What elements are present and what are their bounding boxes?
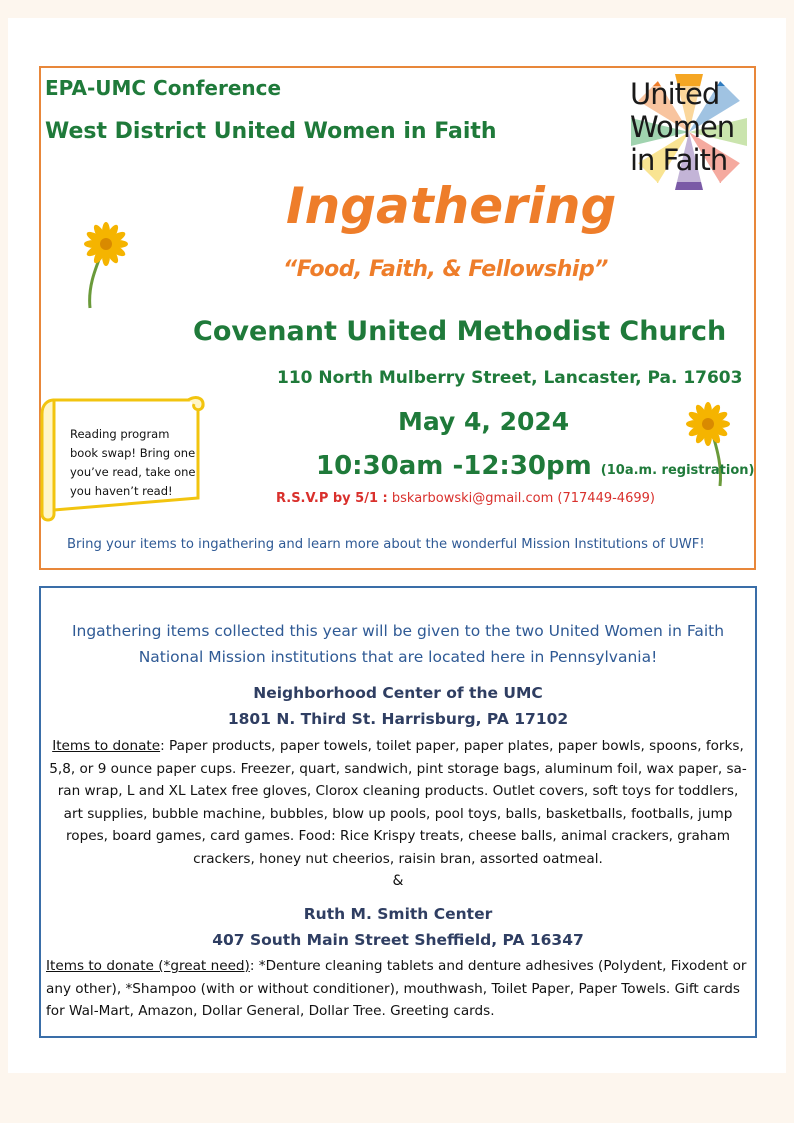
center1-address: 1801 N. Third St. Harrisburg, PA 17102 bbox=[227, 710, 569, 728]
rsvp-line bbox=[276, 491, 655, 506]
ampersand: & bbox=[392, 873, 404, 889]
book-swap-note: Reading program book swap! Bring one you’ve read, take one you haven’t read! bbox=[70, 427, 196, 498]
event-time: 10:30am -12:30pm (10a.m. registration) bbox=[316, 451, 755, 481]
registration-time: (10a.m. registration) bbox=[600, 463, 755, 478]
center2-donate-label: Items to donate (*great need) bbox=[46, 958, 250, 974]
center2-name: Ruth M. Smith Center bbox=[303, 905, 493, 923]
center2-heading bbox=[39, 901, 757, 953]
uwf-logo-text: United Women in Faith bbox=[630, 77, 735, 177]
center1-donation-list: Items to donate: Paper products, paper towels, toilet paper, paper plates, paper bowls, spoons, forks, 5,8, or 9 ounce paper cups. Freezer, quart, sandwich, pint storage bags, aluminum foil, wax paper, sa- ran wrap, L and XL Latex free gloves, Clorox cleaning products. Outlet covers, soft toys for toddlers, art supplies, bubble machine, bubbles, blow up pools, pool toys, balls, basketballs, footballs, jump ropes, board games, card games. Food: Rice Krispy treats, cheese balls, animal crackers, graham crackers, honey nut cheerios, raisin bran, assorted oatmeal. bbox=[49, 738, 747, 867]
church-address: 110 North Mulberry Street, Lancaster, Pa. 17603 bbox=[277, 368, 743, 388]
center1-heading bbox=[39, 680, 757, 732]
event-title: Ingathering bbox=[286, 177, 617, 235]
sunflower-left-icon bbox=[78, 222, 134, 310]
conference-name: EPA-UMC Conference bbox=[45, 76, 282, 100]
center1-name: Neighborhood Center of the UMC bbox=[253, 684, 543, 702]
event-date: May 4, 2024 bbox=[398, 407, 570, 436]
center1-donate-label: Items to donate bbox=[52, 738, 161, 754]
mission-intro: Ingathering items collected this year will be given to the two United Women in Faith National Mission institutions that are located here in Pennsylvania! bbox=[71, 622, 725, 666]
rsvp-label: R.S.V.P by 5/1 : bbox=[276, 491, 388, 506]
bring-items-note: Bring your items to ingathering and learn more about the wonderful Mission Institutions of UWF! bbox=[67, 537, 705, 552]
center2-donation-list: Items to donate (*great need): *Denture cleaning tablets and denture adhesives (Polydent, Fixodent or any other), *Shampoo (with or without conditioner), mouthwash, Toilet Paper, Paper Towels. Gift cards for Wal-Mart, Amazon, Dollar General, Dollar Tree. Greeting cards. bbox=[46, 958, 747, 1019]
church-name: Covenant United Methodist Church bbox=[193, 316, 727, 347]
event-tagline: “Food, Faith, & Fellowship” bbox=[283, 257, 608, 282]
rsvp-contact: bskarbowski@gmail.com (717449-4699) bbox=[391, 491, 655, 506]
center2-address: 407 South Main Street Sheffield, PA 16347 bbox=[212, 931, 584, 949]
district-name: West District United Women in Faith bbox=[45, 119, 497, 144]
